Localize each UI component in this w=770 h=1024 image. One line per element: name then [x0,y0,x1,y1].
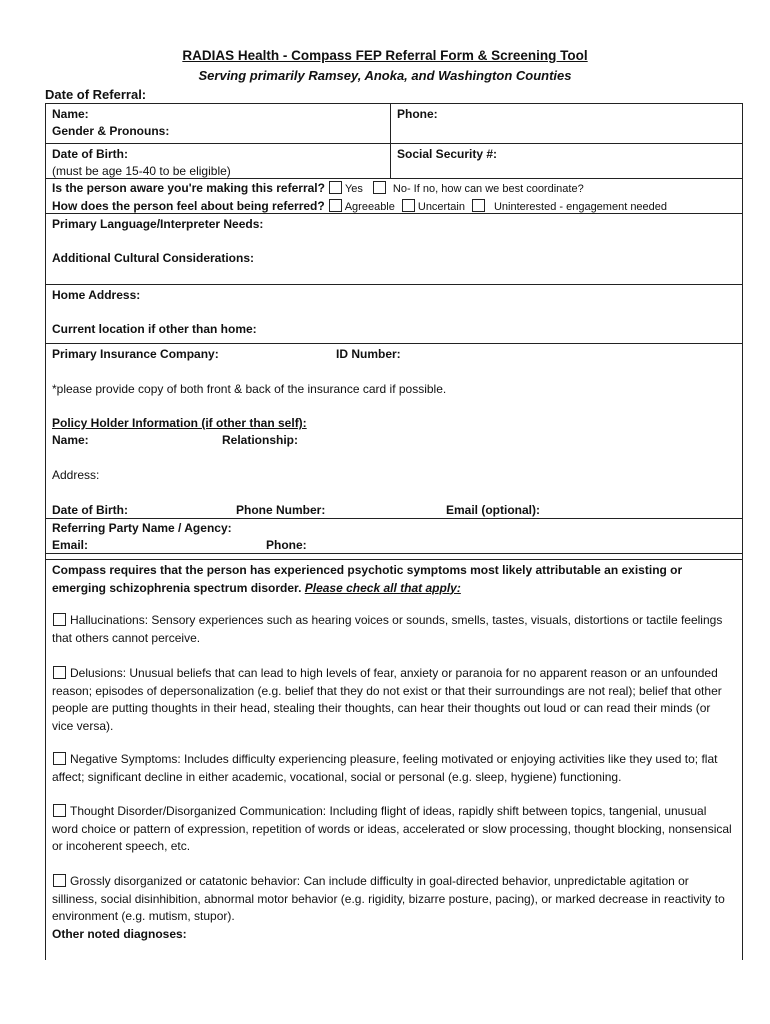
date-of-referral-label: Date of Referral: [45,87,147,102]
policy-holder-dob-label[interactable]: Date of Birth: [52,503,128,517]
column-divider [390,104,391,178]
feeling-agreeable-checkbox[interactable] [329,199,342,212]
thought-disorder-text: Thought Disorder/Disorganized Communication: Including flight of ideas, rapidly shift between topics, tangenial, unusual word choice or pattern of expression, repetition of words or ideas, accelerated or slow processing, thought blocking, nonsensical or incoherent speech, etc. [52,804,732,853]
delusions-text: Delusions: Unusual beliefs that can lead to high levels of fear, anxiety or paranoia for no apparent reason or an unfounded reason; episodes of depersonalization (e.g. belief that they do not exist or that their surroundings are not real); belief that other people are putting thoughts in their head, stealing their thoughts, can hear their thoughts out loud or can read their minds (or vice versa). [52,666,722,733]
awareness-yes-label: Yes [344,183,363,195]
referrer-phone-label[interactable]: Phone: [266,538,307,552]
row-divider [46,284,742,285]
feeling-agreeable-label: Agreeable [344,201,395,213]
form-subtitle: Serving primarily Ramsey, Anoka, and Washington Counties [198,68,572,83]
negative-symptoms-text: Negative Symptoms: Includes difficulty experiencing pleasure, feeling motivated or enjoying activities like they used to; flat affect; significant decline in either academic, vocational, social or personal (e.g. sleep, hygiene) functioning. [52,752,718,784]
insurance-id-label[interactable]: ID Number: [336,347,401,361]
insurance-card-note: *please provide copy of both front & back of the insurance card if possible. [52,382,447,396]
dob-label[interactable]: Date of Birth: [52,147,128,161]
awareness-no-checkbox[interactable] [373,181,386,194]
name-label[interactable]: Name: [52,107,89,121]
policy-holder-heading: Policy Holder Information (if other than self): [52,416,307,430]
row-divider [46,178,742,179]
gender-pronouns-label[interactable]: Gender & Pronouns: [52,124,170,138]
cultural-considerations-label[interactable]: Additional Cultural Considerations: [52,251,255,265]
awareness-no-label: No- If no, how can we best coordinate? [392,183,584,195]
policy-holder-email-label[interactable]: Email (optional): [446,503,540,517]
feeling-uninterested-label: Uninterested - engagement needed [493,201,668,213]
feeling-uncertain-checkbox[interactable] [402,199,415,212]
insurance-company-label[interactable]: Primary Insurance Company: [52,347,219,361]
screening-intro [52,562,734,597]
symptom-disorganized-behavior [52,873,734,926]
awareness-question: Is the person aware you're making this referral? [52,181,325,195]
delusions-checkbox[interactable] [53,666,66,679]
feeling-uninterested-checkbox[interactable] [472,199,485,212]
ssn-label[interactable]: Social Security #: [397,147,498,161]
section-divider [46,559,742,560]
screening-intro-text: Compass requires that the person has experienced psychotic symptoms most likely attributable an existing or emerging schizophrenia spectrum disorder. [52,563,683,595]
disorganized-behavior-text: Grossly disorganized or catatonic behavior: Can include difficulty in goal-directed behavior, unpredictable agitation or silliness, social disinhibition, abnormal motor behavior (e.g. rigidity, bizarre posture, pacing), or marked decrease in reactivity to environment (e.g. mutism, stupor). [52,874,725,923]
feeling-question: How does the person feel about being referred? [52,199,325,213]
symptom-delusions [52,665,734,735]
screening-instruction: Please check all that apply: [304,580,461,595]
symptom-negative [52,751,734,786]
hallucinations-text: Hallucinations: Sensory experiences such as hearing voices or sounds, smells, tastes, visuals, distortions or tactile feelings that others cannot perceive. [52,613,723,645]
policy-holder-address-label[interactable]: Address: [52,468,100,482]
referring-party-label[interactable]: Referring Party Name / Agency: [52,521,232,535]
row-divider [46,143,742,144]
feeling-row [52,199,667,213]
hallucinations-checkbox[interactable] [53,613,66,626]
feeling-uncertain-label: Uncertain [417,201,465,213]
thought-disorder-checkbox[interactable] [53,804,66,817]
row-divider [46,553,742,554]
phone-label[interactable]: Phone: [397,107,438,121]
policy-holder-name-label[interactable]: Name: [52,433,89,447]
awareness-row [52,181,584,195]
policy-holder-relationship-label[interactable]: Relationship: [222,433,299,447]
home-address-label[interactable]: Home Address: [52,288,141,302]
symptom-thought-disorder [52,803,734,856]
other-diagnoses-label[interactable]: Other noted diagnoses: [52,927,187,941]
disorganized-behavior-checkbox[interactable] [53,874,66,887]
negative-symptoms-checkbox[interactable] [53,752,66,765]
form-title: RADIAS Health - Compass FEP Referral Form & Screening Tool [182,48,588,63]
row-divider [46,213,742,214]
primary-language-label[interactable]: Primary Language/Interpreter Needs: [52,217,264,231]
symptom-hallucinations [52,612,734,647]
dob-eligibility-note: (must be age 15-40 to be eligible) [52,164,231,178]
policy-holder-phone-label[interactable]: Phone Number: [236,503,326,517]
referral-form [45,103,743,960]
current-location-label[interactable]: Current location if other than home: [52,322,257,336]
awareness-yes-checkbox[interactable] [329,181,342,194]
referrer-email-label[interactable]: Email: [52,538,89,552]
row-divider [46,518,742,519]
row-divider [46,343,742,344]
